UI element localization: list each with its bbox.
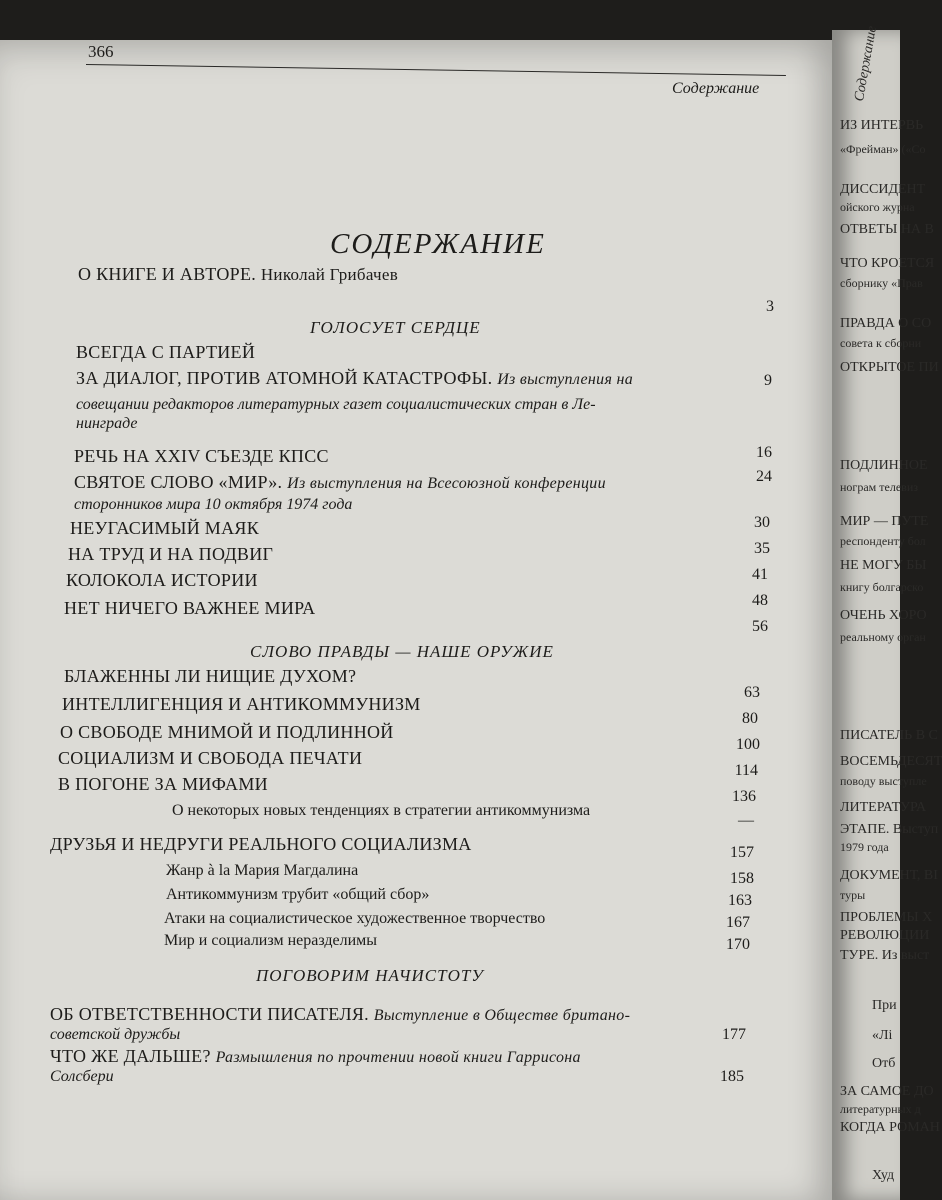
- adjacent-line: ДОКУМЕНТ, ВІ: [840, 868, 938, 883]
- adjacent-line: ПОДЛИННОЕ: [840, 458, 928, 473]
- toc-entry: О СВОБОДЕ МНИМОЙ И ПОДЛИННОЙ: [60, 722, 394, 742]
- page-ref: 170: [726, 936, 750, 953]
- entry-note: Выступление в Обществе британо-: [373, 1007, 631, 1024]
- adjacent-running-head: Содержание: [852, 24, 881, 103]
- toc-entry: СОЦИАЛИЗМ И СВОБОДА ПЕЧАТИ: [58, 748, 363, 768]
- page-ref: 24: [756, 468, 772, 485]
- adjacent-line: ЗА САМОЕ ДО: [840, 1084, 934, 1099]
- page-ref: 136: [732, 788, 756, 805]
- page-ref: —: [738, 812, 754, 829]
- adjacent-line: «Лі: [872, 1028, 893, 1043]
- entry-note: нинграде: [76, 415, 138, 432]
- adjacent-line: поводу выступле: [840, 774, 927, 788]
- page-ref: 56: [752, 618, 768, 635]
- adjacent-line: 1979 года: [840, 840, 889, 854]
- toc-subentry: Мир и социализм неразделимы: [164, 932, 378, 949]
- adjacent-line: книгу болгарско: [840, 580, 924, 594]
- adjacent-line: ЭТАПЕ. Выступ: [840, 822, 939, 837]
- toc-entry: [74, 472, 606, 493]
- page-number: 366: [88, 42, 114, 61]
- entry-note: Из выступления на Всесоюзной конференции: [287, 475, 606, 492]
- toc-entry: В ПОГОНЕ ЗА МИФАМИ: [58, 774, 268, 794]
- toc-entry: НЕТ НИЧЕГО ВАЖНЕЕ МИРА: [64, 598, 316, 618]
- page-ref: 48: [752, 592, 768, 609]
- entry-title: ЗА ДИАЛОГ, ПРОТИВ АТОМНОЙ КАТАСТРОФЫ.: [76, 368, 493, 388]
- section-heading: СЛОВО ПРАВДЫ — НАШЕ ОРУЖИЕ: [250, 642, 554, 661]
- toc-entry: КОЛОКОЛА ИСТОРИИ: [66, 570, 258, 590]
- toc-entry: ИНТЕЛЛИГЕНЦИЯ И АНТИКОММУНИЗМ: [62, 694, 421, 714]
- toc-entry: НЕУГАСИМЫЙ МАЯК: [70, 518, 260, 538]
- section-heading: ПОГОВОРИМ НАЧИСТОТУ: [256, 966, 484, 985]
- entry-author: Николай Грибачев: [260, 265, 399, 284]
- adjacent-line: совета к сборни: [840, 336, 922, 350]
- toc-entry: [76, 368, 633, 389]
- adjacent-line: При: [872, 998, 897, 1013]
- page-ref: 3: [766, 298, 774, 315]
- page-ref: 177: [722, 1026, 746, 1043]
- adjacent-line: ЛИТЕРАТУРА: [840, 800, 927, 815]
- running-head: Содержание: [672, 80, 760, 97]
- entry-title: СВЯТОЕ СЛОВО «МИР».: [74, 472, 283, 492]
- page-ref: 100: [736, 736, 760, 753]
- adjacent-line: ойского журна: [840, 200, 915, 214]
- adjacent-line: НЕ МОГУ БЫ: [840, 558, 927, 573]
- toc-entry: [50, 1046, 581, 1067]
- adjacent-line: МИР — ПУТЕ: [840, 514, 929, 529]
- adjacent-line: нограм телевиз: [840, 480, 918, 494]
- toc-entry: [50, 1004, 630, 1025]
- adjacent-line: ДИССИДЕНТ: [840, 182, 926, 197]
- toc-subentry: Жанр à la Мария Магдалина: [166, 862, 359, 879]
- toc-subentry: Антикоммунизм трубит «общий сбор»: [166, 886, 430, 903]
- page-title: СОДЕРЖАНИЕ: [330, 228, 546, 260]
- entry-note: Из выступления на: [497, 371, 634, 388]
- toc-entry-intro: [78, 264, 398, 285]
- page-ref: 30: [754, 514, 770, 531]
- adjacent-line: сборнику «Прав: [840, 276, 923, 290]
- entry-note: советской дружбы: [50, 1026, 181, 1043]
- page-ref: 163: [728, 892, 752, 909]
- adjacent-line: реальному орган: [840, 630, 926, 644]
- adjacent-line: ПРАВДА О СО: [840, 316, 932, 331]
- toc-entry: БЛАЖЕННЫ ЛИ НИЩИЕ ДУХОМ?: [64, 666, 357, 686]
- page-ref: 157: [730, 844, 754, 861]
- page-ref: 167: [726, 914, 750, 931]
- adjacent-line: ЧТО КРОЕТСЯ: [840, 256, 935, 271]
- entry-title: ОБ ОТВЕТСТВЕННОСТИ ПИСАТЕЛЯ.: [50, 1004, 369, 1024]
- toc-entry: ДРУЗЬЯ И НЕДРУГИ РЕАЛЬНОГО СОЦИАЛИЗМА: [50, 834, 472, 854]
- adjacent-line: ТУРЕ. Из выст: [840, 948, 930, 963]
- page-ref: 41: [752, 566, 768, 583]
- entry-title: О КНИГЕ И АВТОРЕ.: [78, 264, 257, 284]
- adjacent-line: литературных д: [840, 1102, 921, 1116]
- page-ref: 80: [742, 710, 758, 727]
- adjacent-line: ОТВЕТЫ НА В: [840, 222, 934, 237]
- page-ref: 63: [744, 684, 760, 701]
- page-ref: 114: [734, 762, 758, 779]
- page-ref: 35: [754, 540, 770, 557]
- adjacent-line: ВОСЕМЬДЕСЯТ: [840, 754, 942, 769]
- toc-entry: НА ТРУД И НА ПОДВИГ: [68, 544, 274, 564]
- adjacent-page-strip: [832, 24, 942, 1200]
- adjacent-line: Отб: [872, 1056, 896, 1071]
- adjacent-line: ПРОБЛЕМЫ Х: [840, 910, 933, 925]
- entry-note: Размышления по прочтении новой книги Гаррисона: [215, 1049, 581, 1066]
- entry-note: Солсбери: [50, 1068, 114, 1085]
- page-ref: 9: [764, 372, 772, 389]
- adjacent-line: «Фрейман» («Со: [840, 142, 926, 156]
- adjacent-line: КОГДА РОМАН: [840, 1120, 940, 1135]
- toc-entry: РЕЧЬ НА XXIV СЪЕЗДЕ КПСС: [74, 446, 329, 466]
- adjacent-line: ИЗ ИНТЕРВЬ: [840, 118, 924, 133]
- entry-note: совещании редакторов литературных газет социалистических стран в Ле-: [76, 396, 596, 413]
- adjacent-line: Худ: [872, 1168, 895, 1183]
- adjacent-line: туры: [840, 888, 866, 902]
- entry-title: ЧТО ЖЕ ДАЛЬШЕ?: [50, 1046, 211, 1066]
- page-ref: 158: [730, 870, 754, 887]
- section-heading: ГОЛОСУЕТ СЕРДЦЕ: [310, 318, 481, 337]
- page-ref: 185: [720, 1068, 744, 1085]
- adjacent-line: ОЧЕНЬ ХОРО: [840, 608, 927, 623]
- toc-subentry: О некоторых новых тенденциях в стратегии антикоммунизма: [172, 802, 591, 819]
- adjacent-line: респонденту бол: [840, 534, 926, 548]
- adjacent-line: ПИСАТЕЛЬ В С: [840, 728, 938, 743]
- toc-entry: ВСЕГДА С ПАРТИЕЙ: [76, 342, 256, 362]
- entry-note: сторонников мира 10 октября 1974 года: [74, 496, 353, 513]
- adjacent-line: ОТКРЫТОЕ ПИ: [840, 360, 939, 375]
- page-ref: 16: [756, 444, 772, 461]
- adjacent-line: РЕВОЛЮЦИИ: [840, 928, 930, 943]
- toc-subentry: Атаки на социалистическое художественное творчество: [164, 910, 546, 927]
